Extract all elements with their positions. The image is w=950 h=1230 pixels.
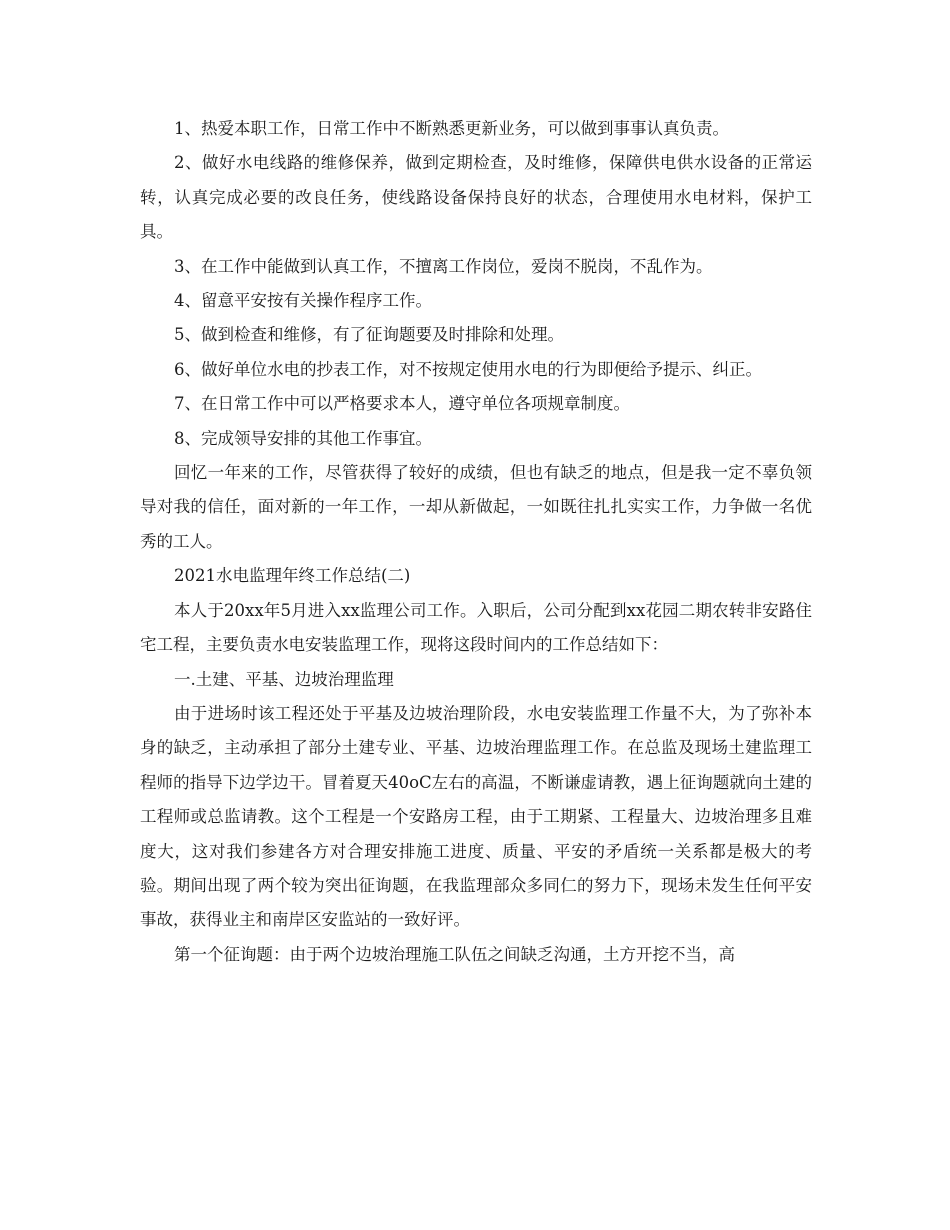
paragraph-item-8: 8、完成领导安排的其他工作事宜。 bbox=[174, 428, 432, 448]
subsection-heading: 一.土建、平基、边坡治理监理 bbox=[174, 669, 394, 689]
paragraph-item-6: 6、做好单位水电的抄表工作，对不按规定使用水电的行为即便给予提示、纠正。 bbox=[174, 359, 762, 379]
paragraph-item-1: 1、热爱本职工作，日常工作中不断熟悉更新业务，可以做到事事认真负责。 bbox=[174, 119, 729, 138]
paragraph-item-5: 5、做到检查和维修，有了征询题要及时排除和处理。 bbox=[174, 325, 564, 345]
paragraph-item-3: 3、在工作中能做到认真工作，不擅离工作岗位，爱岗不脱岗，不乱作为。 bbox=[174, 256, 713, 276]
paragraph-review: 回忆一年来的工作，尽管获得了较好的成绩，但也有缺乏的地点，但是我一定不辜负领导对我的信任，面对新的一年工作，一却从新做起，一如既往扎扎实实工作，力争做一名优秀的工人。 bbox=[140, 463, 812, 551]
paragraph-intro: 本人于20xx年5月进入xx监理公司工作。入职后，公司分配到xx花园二期农转非安路住宅工程，主要负责水电安装监理工作，现将这段时间内的工作总结如下： bbox=[140, 600, 812, 655]
paragraph-item-4: 4、留意平安按有关操作程序工作。 bbox=[174, 291, 432, 311]
paragraph-item-2: 2、做好水电线路的维修保养，做到定期检查，及时维修，保障供电供水设备的正常运转，认真完成必要的改良任务，使线路设备保持良好的状态，合理使用水电材料，保护工具。 bbox=[140, 153, 812, 242]
paragraph-issue-1: 第一个征询题：由于两个边坡治理施工队伍之间缺乏沟通，土方开挖不当，高 bbox=[174, 944, 735, 964]
paragraph-body: 由于进场时该工程还处于平基及边坡治理阶段，水电安装监理工作量不大，为了弥补本身的缺乏，主动承担了部分土建专业、平基、边坡治理监理工作。在总监及现场土建监理工程师的指导下边学边干。冒着夏天40oC左右的高温，不断谦虚请教，遇上征询题就向土建的工程师或总监请教。这个工程是一个安路房工程，由于工期紧、工程量大、边坡治理多且难度大，这对我们参建各方对合理安排施工进度、质量、平安的矛盾统一关系都是极大的考验。期间出现了两个较为突出征询题，在我监理部众多同仁的努力下，现场未发生任何平安事故，获得业主和南岸区安监站的一致好评。 bbox=[140, 703, 812, 930]
document-body bbox=[140, 112, 812, 972]
paragraph-item-7: 7、在日常工作中可以严格要求本人，遵守单位各项规章制度。 bbox=[174, 394, 630, 414]
section-title: 2021水电监理年终工作总结(二) bbox=[174, 566, 411, 586]
